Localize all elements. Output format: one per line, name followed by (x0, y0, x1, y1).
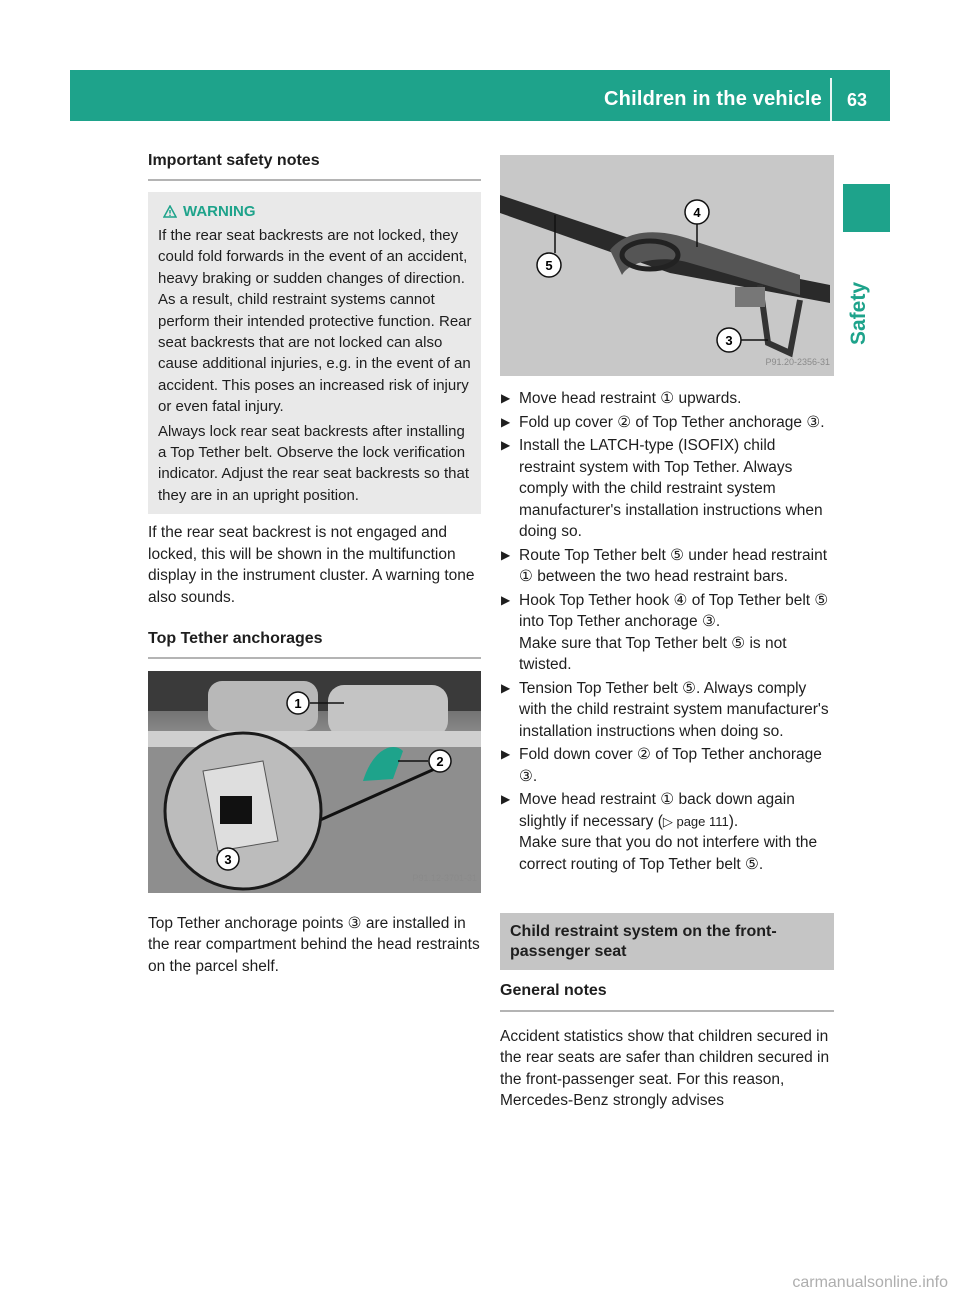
step-text: Fold up cover ② of Top Tether anchorage ③. (519, 413, 825, 431)
section-title-top-tether: Top Tether anchorages (148, 628, 481, 659)
backrest-paragraph: If the rear seat backrest is not engaged and locked, this will be shown in the multifunction display in the instrument cluster. A warning tone also sounds. (148, 524, 475, 606)
figure-caption: Top Tether anchorage points ③ are installed in the rear compartment behind the head restraints on the parcel shelf. (148, 914, 480, 975)
step-2 (500, 412, 834, 434)
step-text: Fold down cover ② of Top Tether anchorage ③. (519, 746, 822, 785)
step-5 (500, 590, 834, 676)
right-column (500, 155, 834, 1112)
anchorage-photo (148, 671, 481, 893)
callout-3b: 3 (725, 333, 733, 348)
step-4 (500, 545, 834, 588)
section-title-general-notes: General notes (500, 980, 834, 1012)
step-text: Hook Top Tether hook ④ of Top Tether belt ⑤ into Top Tether anchorage ③. (519, 591, 829, 630)
side-tab-block (843, 184, 890, 232)
step-arrow-icon: ▶ (501, 792, 511, 806)
step-8-note: Make sure that you do not interfere with the correct routing of Top Tether belt ⑤. (519, 834, 818, 873)
page-number: 63 (846, 90, 867, 110)
warning-label: WARNING (183, 202, 256, 220)
step-text-close: ). (728, 812, 739, 830)
warning-box (148, 192, 481, 515)
warning-triangle-icon (163, 205, 177, 218)
warning-text-2: Always lock rear seat backrests after installing a Top Tether belt. Observe the lock verification indicator. Adjust the rear seat backrests so that they are in an upright position. (158, 422, 470, 504)
step-arrow-icon: ▶ (501, 391, 511, 405)
step-3 (500, 435, 834, 543)
step-arrow-icon: ▶ (501, 438, 511, 452)
instruction-steps (500, 388, 834, 875)
page-reference-link[interactable]: ▷ page 111 (662, 813, 729, 829)
callout-1: 1 (294, 695, 302, 711)
callout-3: 3 (224, 851, 232, 867)
callout-4: 4 (693, 205, 701, 220)
warning-text-1: If the rear seat backrests are not locked, they could fold forwards in the event of an accident, heavy braking or sudden changes of direction. As a result, child restraint systems cannot perform their intended protective function. Rear seat backrests that are not locked can also cause additional injuries, e.g. in the event of an accident. This poses an increased risk of injury or even fatal injury. (158, 226, 472, 416)
section-title-front-passenger: Child restraint system on the front-passenger seat (500, 913, 834, 970)
step-arrow-icon: ▶ (501, 414, 511, 429)
figure-code-2: P91.20-2356-31 (765, 356, 830, 367)
step-text: Install the LATCH-type (ISOFIX) child restraint system with Top Tether. Always comply with the child restraint system manufacturer's installation instructions when doing so. (519, 437, 823, 540)
belt-photo (500, 155, 834, 376)
figure-code: P91.12-3701-31 (412, 873, 477, 884)
step-5-note: Make sure that Top Tether belt ⑤ is not twisted. (519, 634, 787, 673)
header-title: Children in the vehicle (604, 88, 822, 110)
callout-2: 2 (436, 753, 444, 769)
step-arrow-icon: ▶ (501, 592, 511, 607)
figure-top-tether-belt (500, 155, 834, 376)
step-text: Move head restraint ① upwards. (519, 390, 742, 407)
side-tab-label: Safety (847, 281, 870, 345)
warning-header (163, 201, 473, 222)
header-bar (70, 70, 890, 121)
callout-5: 5 (545, 258, 553, 273)
left-column (148, 150, 481, 977)
figure-top-tether-anchorage (148, 671, 481, 893)
header-divider (830, 78, 832, 121)
step-text: Tension Top Tether belt ⑤. Always comply with the child restraint system manufacturer's installation instructions when doing so. (519, 679, 829, 740)
step-6 (500, 678, 834, 743)
step-text: Route Top Tether belt ⑤ under head restraint ① between the two head restraint bars. (519, 546, 828, 585)
watermark: carmanualsonline.info (792, 1274, 948, 1291)
step-arrow-icon: ▶ (501, 747, 511, 761)
step-8 (500, 789, 834, 875)
step-7 (500, 744, 834, 787)
general-notes-text: Accident statistics show that children secured in the rear seats are safer than children secured in the front-passenger seat. For this reason, Mercedes-Benz strongly advises (500, 1027, 830, 1109)
step-arrow-icon: ▶ (501, 547, 511, 562)
step-arrow-icon: ▶ (501, 680, 511, 695)
step-1 (500, 388, 834, 410)
step-text: Move head restraint ① back down again slightly if necessary ( (519, 791, 795, 830)
section-title-safety-notes: Important safety notes (148, 150, 481, 181)
